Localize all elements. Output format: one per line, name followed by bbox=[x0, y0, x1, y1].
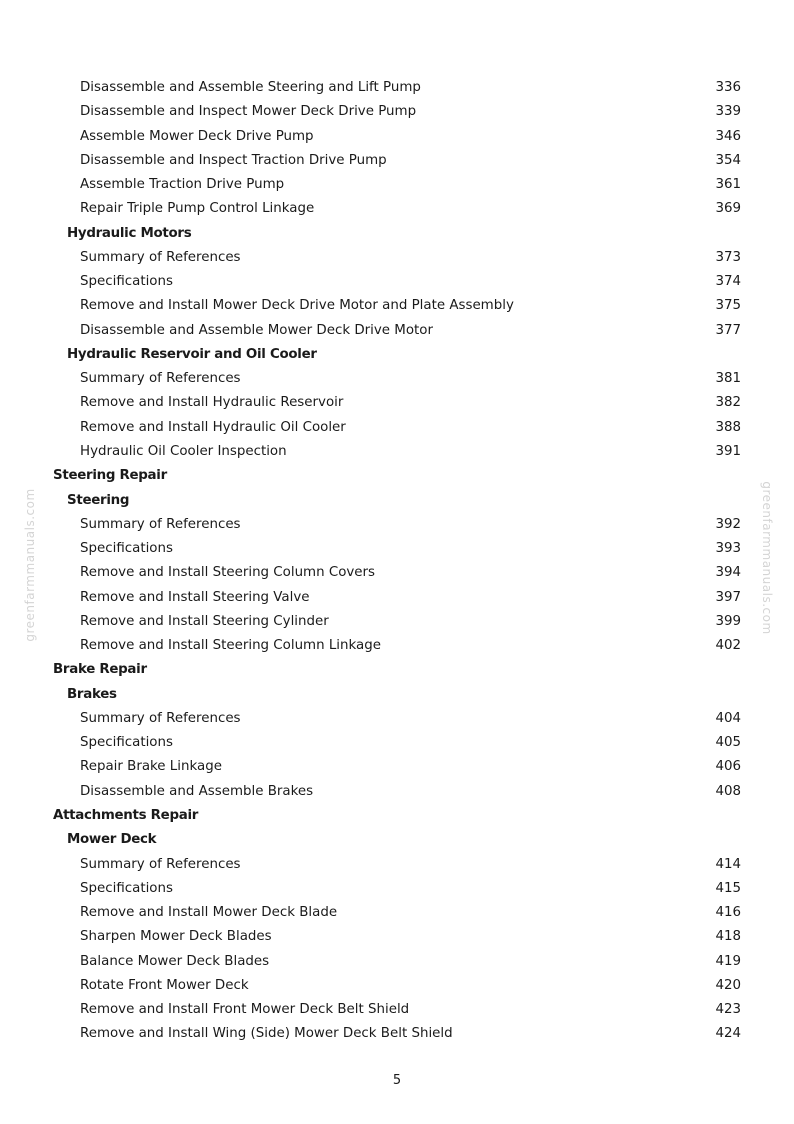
toc-entry-page-number: 381 bbox=[715, 371, 741, 387]
toc-entry[interactable] bbox=[0, 610, 794, 634]
toc-entry-page-number: 361 bbox=[715, 177, 741, 193]
toc-entry-title: Assemble Traction Drive Pump bbox=[80, 177, 285, 193]
toc-entry-title: Disassemble and Assemble Mower Deck Drive Motor bbox=[80, 322, 433, 338]
toc-entry-title: Hydraulic Motors bbox=[67, 225, 192, 241]
toc-entry-page-number: 391 bbox=[715, 443, 741, 459]
toc-entry-page-number: 418 bbox=[715, 929, 741, 945]
toc-entry-page-number: 402 bbox=[715, 638, 741, 654]
toc-entry-page-number: 336 bbox=[715, 80, 741, 95]
toc-entry-title: Hydraulic Oil Cooler Inspection bbox=[80, 443, 287, 459]
toc-entry-title: Steering Repair bbox=[53, 468, 167, 484]
toc-entry[interactable] bbox=[0, 513, 794, 537]
toc-entry-title: Summary of References bbox=[80, 856, 241, 872]
toc-entry[interactable] bbox=[0, 561, 794, 585]
toc-entry-title: Remove and Install Hydraulic Oil Cooler bbox=[80, 419, 346, 435]
toc-entry-title: Rotate Front Mower Deck bbox=[80, 977, 249, 993]
toc-entry-page-number: 346 bbox=[715, 128, 741, 144]
toc-entry-title: Disassemble and Assemble Brakes bbox=[80, 783, 314, 799]
toc-entry-title: Remove and Install Steering Cylinder bbox=[80, 613, 329, 629]
toc-entry-title: Remove and Install Mower Deck Drive Motor and Plate Assembly bbox=[80, 298, 514, 314]
toc-entry-page-number: 423 bbox=[715, 1002, 741, 1018]
toc-entry-page-number: 397 bbox=[715, 589, 741, 605]
toc-section-heading[interactable] bbox=[0, 828, 794, 852]
toc-entry-page-number: 399 bbox=[715, 613, 741, 629]
toc-entry[interactable] bbox=[0, 780, 794, 804]
toc-entry[interactable] bbox=[0, 998, 794, 1022]
toc-entry[interactable] bbox=[0, 853, 794, 877]
toc-entry[interactable] bbox=[0, 586, 794, 610]
toc-entry-title: Specifications bbox=[80, 541, 173, 557]
toc-entry-page-number: 382 bbox=[715, 395, 741, 411]
toc-entry-page-number: 424 bbox=[715, 1026, 741, 1042]
toc-entry[interactable] bbox=[0, 950, 794, 974]
table-of-contents bbox=[0, 76, 794, 1047]
toc-entry[interactable] bbox=[0, 197, 794, 221]
toc-entry-title: Repair Triple Pump Control Linkage bbox=[80, 201, 315, 217]
watermark-right: greenfarmmanuals.com bbox=[760, 481, 774, 635]
toc-entry-title: Summary of References bbox=[80, 516, 241, 532]
toc-entry[interactable] bbox=[0, 173, 794, 197]
toc-entry[interactable] bbox=[0, 877, 794, 901]
toc-entry-title: Disassemble and Inspect Traction Drive Pump bbox=[80, 152, 387, 168]
toc-entry-page-number: 419 bbox=[715, 953, 741, 969]
toc-entry-title: Balance Mower Deck Blades bbox=[80, 953, 270, 969]
watermark-left: greenfarmmanuals.com bbox=[23, 488, 37, 642]
toc-entry[interactable] bbox=[0, 125, 794, 149]
toc-entry[interactable] bbox=[0, 270, 794, 294]
toc-entry-title: Specifications bbox=[80, 880, 173, 896]
toc-section-heading[interactable] bbox=[0, 343, 794, 367]
toc-entry[interactable] bbox=[0, 391, 794, 415]
toc-entry-title: Attachments Repair bbox=[53, 807, 199, 823]
toc-entry[interactable] bbox=[0, 149, 794, 173]
toc-entry-page-number: 354 bbox=[715, 152, 741, 168]
toc-entry-title: Summary of References bbox=[80, 710, 241, 726]
toc-entry-page-number: 405 bbox=[715, 735, 741, 751]
toc-section-heading[interactable] bbox=[0, 222, 794, 246]
toc-entry[interactable] bbox=[0, 440, 794, 464]
toc-entry-title: Summary of References bbox=[80, 371, 241, 387]
toc-entry-page-number: 369 bbox=[715, 201, 741, 217]
toc-entry[interactable] bbox=[0, 416, 794, 440]
toc-entry[interactable] bbox=[0, 537, 794, 561]
toc-entry-page-number: 388 bbox=[715, 419, 741, 435]
toc-entry[interactable] bbox=[0, 319, 794, 343]
toc-entry[interactable] bbox=[0, 901, 794, 925]
toc-entry-title: Disassemble and Assemble Steering and Lift Pump bbox=[80, 80, 421, 95]
toc-entry-title: Brake Repair bbox=[53, 662, 147, 678]
toc-entry-page-number: 406 bbox=[715, 759, 741, 775]
toc-entry[interactable] bbox=[0, 76, 794, 100]
toc-entry-page-number: 404 bbox=[715, 710, 741, 726]
toc-entry-title: Hydraulic Reservoir and Oil Cooler bbox=[67, 346, 317, 362]
toc-entry-title: Remove and Install Steering Column Covers bbox=[80, 565, 376, 581]
toc-entry[interactable] bbox=[0, 707, 794, 731]
toc-entry-title: Steering bbox=[67, 492, 130, 508]
toc-entry-title: Remove and Install Hydraulic Reservoir bbox=[80, 395, 344, 411]
toc-entry-title: Remove and Install Wing (Side) Mower Deck Belt Shield bbox=[80, 1026, 453, 1042]
toc-entry[interactable] bbox=[0, 1022, 794, 1046]
toc-entry-title: Sharpen Mower Deck Blades bbox=[80, 929, 272, 945]
toc-section-heading[interactable] bbox=[0, 683, 794, 707]
toc-entry[interactable] bbox=[0, 294, 794, 318]
toc-entry-page-number: 394 bbox=[715, 565, 741, 581]
toc-entry-title: Mower Deck bbox=[67, 832, 157, 848]
toc-entry-title: Brakes bbox=[67, 686, 117, 702]
page-number: 5 bbox=[392, 1073, 402, 1088]
toc-entry[interactable] bbox=[0, 974, 794, 998]
toc-entry-page-number: 377 bbox=[715, 322, 741, 338]
toc-entry[interactable] bbox=[0, 731, 794, 755]
toc-chapter-heading[interactable] bbox=[0, 464, 794, 488]
toc-entry-page-number: 416 bbox=[715, 905, 741, 921]
toc-entry-page-number: 375 bbox=[715, 298, 741, 314]
toc-entry-page-number: 415 bbox=[715, 880, 741, 896]
toc-entry-page-number: 373 bbox=[715, 249, 741, 265]
toc-entry-page-number: 392 bbox=[715, 516, 741, 532]
toc-entry-title: Specifications bbox=[80, 735, 173, 751]
toc-chapter-heading[interactable] bbox=[0, 658, 794, 682]
toc-entry[interactable] bbox=[0, 634, 794, 658]
toc-entry-title: Summary of References bbox=[80, 249, 241, 265]
toc-entry-page-number: 414 bbox=[715, 856, 741, 872]
toc-entry-title: Disassemble and Inspect Mower Deck Drive Pump bbox=[80, 104, 417, 120]
toc-entry-page-number: 408 bbox=[715, 783, 741, 799]
toc-entry-title: Remove and Install Front Mower Deck Belt Shield bbox=[80, 1002, 410, 1018]
toc-entry[interactable] bbox=[0, 246, 794, 270]
toc-entry-page-number: 393 bbox=[715, 541, 741, 557]
toc-entry[interactable] bbox=[0, 755, 794, 779]
toc-entry-title: Assemble Mower Deck Drive Pump bbox=[80, 128, 314, 144]
toc-entry[interactable] bbox=[0, 925, 794, 949]
toc-entry-title: Remove and Install Steering Column Linkage bbox=[80, 638, 381, 654]
toc-entry-title: Repair Brake Linkage bbox=[80, 759, 222, 775]
toc-entry-page-number: 420 bbox=[715, 977, 741, 993]
toc-entry[interactable] bbox=[0, 100, 794, 124]
toc-entry-title: Specifications bbox=[80, 274, 173, 290]
toc-entry-title: Remove and Install Mower Deck Blade bbox=[80, 905, 338, 921]
toc-section-heading[interactable] bbox=[0, 489, 794, 513]
toc-entry-page-number: 339 bbox=[715, 104, 741, 120]
toc-chapter-heading[interactable] bbox=[0, 804, 794, 828]
toc-entry[interactable] bbox=[0, 367, 794, 391]
toc-entry-page-number: 374 bbox=[715, 274, 741, 290]
toc-entry-title: Remove and Install Steering Valve bbox=[80, 589, 310, 605]
